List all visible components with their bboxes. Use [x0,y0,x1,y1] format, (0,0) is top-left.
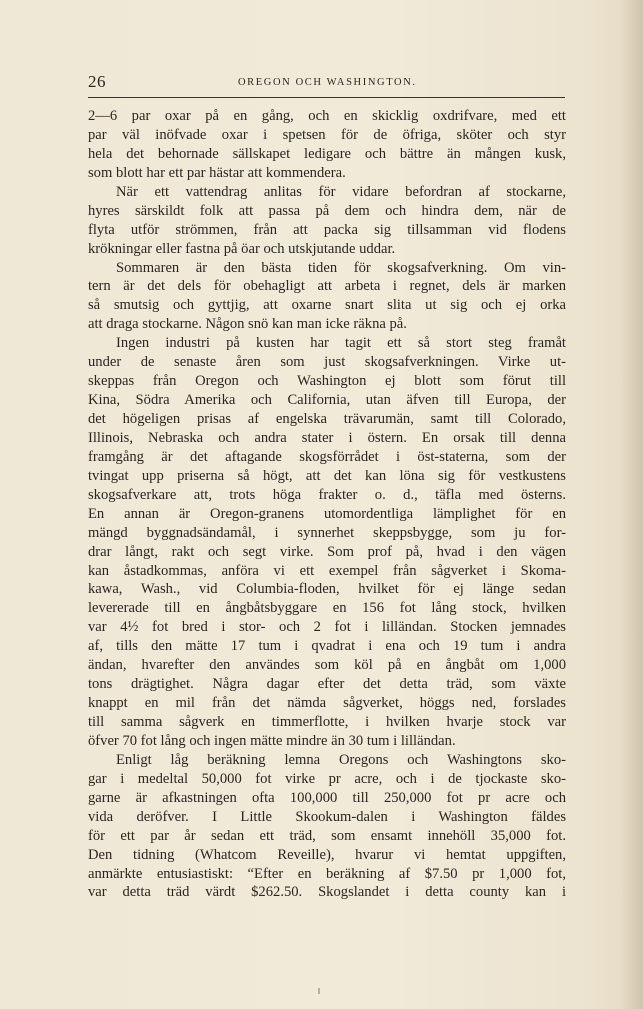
text-line: gar i medeltal 50,000 fot virke pr acre, och i de tjockaste sko- [88,770,566,787]
text-line: hela det behornade sällskapet ledigare och bättre än mången kusk, [88,145,566,162]
text-line: Enligt låg beräkning lemna Oregons och Washingtons sko- [116,751,566,768]
text-line: tvingat upp priserna så högt, att det kan löna sig för vestkustens [88,467,566,484]
text-line: En annan är Oregon-granens utomordentliga lämplighet för en [88,505,566,522]
text-line: så smutsig och gyttjig, att oxarne snart slita ut sig och ej orka [88,297,566,314]
text-line: kawa, Wash., vid Columbia-floden, hvilket för ej länge sedan [88,581,566,598]
text-line: Kina, Södra Amerika och California, utan äfven till Europa, der [88,392,566,409]
header-rule [88,97,565,98]
page-header [88,70,566,94]
text-line: anmärkte entusiastiskt: “Efter en beräkning af $7.50 pr 1,000 fot, [88,865,566,882]
text-line: garne är afkastningen ofta 100,000 till 250,000 fot pr acre och [88,789,566,806]
text-line: par väl inöfvade oxar i spetsen för de öfriga, sköter och styr [88,126,566,143]
text-line: kan åstadkommas, anföra vi ett exempel från sågverket i Skoma- [88,562,566,579]
text-line: ändan, hvarefter den användes som köl på en ångbåt om 1,000 [88,657,566,674]
text-line: 2—6 par oxar på en gång, och en skicklig oxdrifvare, med ett [88,108,566,124]
text-line: var 4½ fot bred i stor- och 2 fot i lilländan. Stocken jemnades [88,619,566,636]
page-number: 26 [88,72,106,91]
running-title: OREGON OCH WASHINGTON. [238,77,417,88]
text-line: vida deröfver. I Little Skookum-dalen i Washington fäldes [88,808,566,825]
text-line: att draga stockarne. Någon snö kan man icke räkna på. [88,316,407,333]
page-edge-shadow [621,0,643,1009]
text-line: af, tills den mätte 17 tum i qvadrat i ena och 19 tum i andra [88,638,566,655]
text-line: för ett par år sedan ett träd, som ensamt innehöll 35,000 fot. [88,827,566,844]
text-line: öfver 70 fot lång och ingen mätte mindre än 30 tum i lilländan. [88,732,456,749]
text-line: tons drägtighet. Några dagar efter det detta träd, som växte [88,676,566,693]
text-line: knappt en mil från det nämda sågverket, höggs ned, forslades [88,695,566,712]
text-line: skogsafverkare att, trots höga frakter o. d., täfla med österns. [88,486,566,503]
body-text [88,107,566,902]
text-line: Den tidning (Whatcom Reveille), hvarur vi hemtat uppgiften, [88,846,566,863]
text-line: under de senaste åren som just skogsafverkningen. Virke ut- [88,354,566,371]
text-line: det högeligen prisas af engelska trävarumän, samt till Colorado, [88,411,566,427]
text-line: Ingen industri på kusten har tagit ett så stort steg framåt [116,335,566,352]
text-line: hyres särskildt folk att passa på dem och hindra dem, när de [88,202,566,219]
text-line: mängd byggnadsändamål, i synnerhet skeppsbygge, som ju for- [88,524,566,541]
text-line: som blott har ett par hästar att kommendera. [88,164,346,181]
text-line: Sommaren är den bästa tiden för skogsafverkning. Om vin- [116,259,566,276]
text-line: När ett vattendrag anlitas för vidare befordran af stockarne, [116,183,566,200]
text-line: till samma sågverk en timmerflotte, i hvilken hvarje stock var [88,714,566,730]
text-line: Illinois, Nebraska och andra stater i östern. En orsak till denna [88,429,566,446]
text-line: skeppas från Oregon och Washington ej blott som förut till [88,373,566,390]
text-line: drar långt, rakt och segt virke. Som prof på, hvad i den vägen [88,543,566,560]
text-line: tern är det dels för obehagligt att arbeta i regnet, dels är marken [88,278,566,295]
text-line: framgång är det aftagande skogsförrådet i öst-staterna, som der [88,448,566,465]
text-line: flyta utför strömmen, från att packa sig tillsamman vid flodens [88,221,566,238]
text-line: var detta träd värdt $262.50. Skogslandet i detta county kan i [88,884,566,901]
text-line: krökningar eller fastna på öar och utskjutande uddar. [88,240,396,257]
page-speck [318,988,320,994]
text-line: levererade till en ångbåtsbyggare en 156 fot lång stock, hvilken [88,600,566,617]
